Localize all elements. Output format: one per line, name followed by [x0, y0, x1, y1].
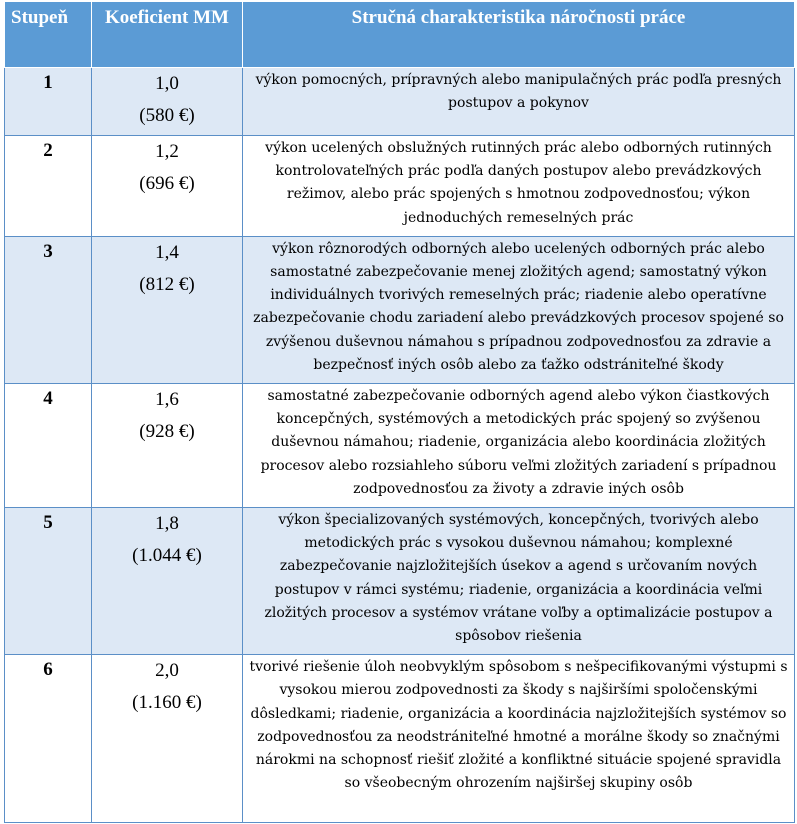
table-row [5, 508, 795, 655]
coefficient-cell [92, 384, 243, 508]
table-row [5, 136, 795, 237]
description-cell: výkon pomocných, prípravných alebo manipulačných prác podľa presných postupov a pokynov [243, 68, 795, 136]
table-header [5, 2, 795, 68]
coefficient-value: 1,0 [155, 73, 179, 94]
coefficient-amount: (580 €) [139, 105, 195, 126]
table-row [5, 236, 795, 383]
coefficient-value: 1,2 [155, 141, 179, 162]
coefficient-cell [92, 508, 243, 655]
description-cell: výkon ucelených obslužných rutinných prác alebo odborných rutinných kontrolovateľných prác podľa daných postupov alebo prevádzkových režimov, alebo prác spojených s hmotnou zodpovednosťou; výkon jednoduchých remeselných prác [243, 136, 795, 237]
grade-cell: 4 [5, 384, 92, 508]
coefficient-value: 1,8 [155, 513, 179, 535]
coefficient-cell [92, 68, 243, 136]
grade-cell: 6 [5, 655, 92, 823]
description-cell: výkon špecializovaných systémových, koncepčných, tvorivých alebo metodických prác s vysokou duševnou námahou; komplexné zabezpečovanie najzložitejších úsekov a agend s určovaním nových postupov v rámci systému; riadenie, organizácia a koordinácia veľmi zložitých procesov a systémov vrátane voľby a optimalizácie postupov a spôsobov riešenia [243, 508, 795, 655]
coefficient-cell [92, 136, 243, 237]
header-grade: Stupeň [5, 2, 92, 68]
header-coefficient: Koeficient MM [92, 2, 243, 68]
table-row [5, 68, 795, 136]
coefficient-cell [92, 655, 243, 823]
description-cell: tvorivé riešenie úloh neobvyklým spôsobom s nešpecifikovanými výstupmi s vysokou mierou zodpovednosti za škody s najširšími spoločenskými dôsledkami; riadenie, organizácia a koordinácia najzložitejších systémov so zodpovednosťou za neodstrániteľné hmotné a morálne škody so značnými nárokmi na schopnosť riešiť zložité a konfliktné situácie spojené spravidla so všeobecným ohrozením najširšej skupiny osôb [243, 655, 795, 823]
grade-cell: 1 [5, 68, 92, 136]
coefficient-cell [92, 236, 243, 383]
work-grade-table [4, 1, 795, 823]
header-row [5, 2, 795, 68]
coefficient-value: 2,0 [155, 660, 179, 682]
table-row [5, 384, 795, 508]
coefficient-amount: (812 €) [139, 273, 195, 295]
coefficient-value: 1,4 [155, 241, 179, 263]
description-cell: výkon rôznorodých odborných alebo ucelených odborných prác alebo samostatné zabezpečovanie menej zložitých agend; samostatný výkon individuálnych tvorivých remeselných prác; riadenie alebo operatívne zabezpečovanie chodu zariadení alebo prevádzkových procesov spojené so zvýšenou duševnou námahou s prípadnou zodpovednosťou za zdravie a bezpečnosť iných osôb alebo za ťažko odstrániteľné škody [243, 236, 795, 383]
table-row [5, 655, 795, 823]
coefficient-amount: (1.044 €) [132, 545, 202, 567]
grade-cell: 2 [5, 136, 92, 237]
header-description: Stručná charakteristika náročnosti práce [243, 2, 795, 68]
coefficient-amount: (696 €) [139, 173, 195, 194]
grade-cell: 3 [5, 236, 92, 383]
grade-cell: 5 [5, 508, 92, 655]
coefficient-value: 1,6 [155, 389, 179, 411]
table-body [5, 68, 795, 823]
coefficient-amount: (1.160 €) [132, 692, 202, 714]
description-cell: samostatné zabezpečovanie odborných agend alebo výkon čiastkových koncepčných, systémových a metodických prác spojený so zvýšenou duševnou námahou; riadenie, organizácia alebo koordinácia zložitých procesov alebo rozsiahleho súboru veľmi zložitých zariadení s prípadnou zodpovednosťou za životy a zdravie iných osôb [243, 384, 795, 508]
coefficient-amount: (928 €) [139, 421, 195, 443]
